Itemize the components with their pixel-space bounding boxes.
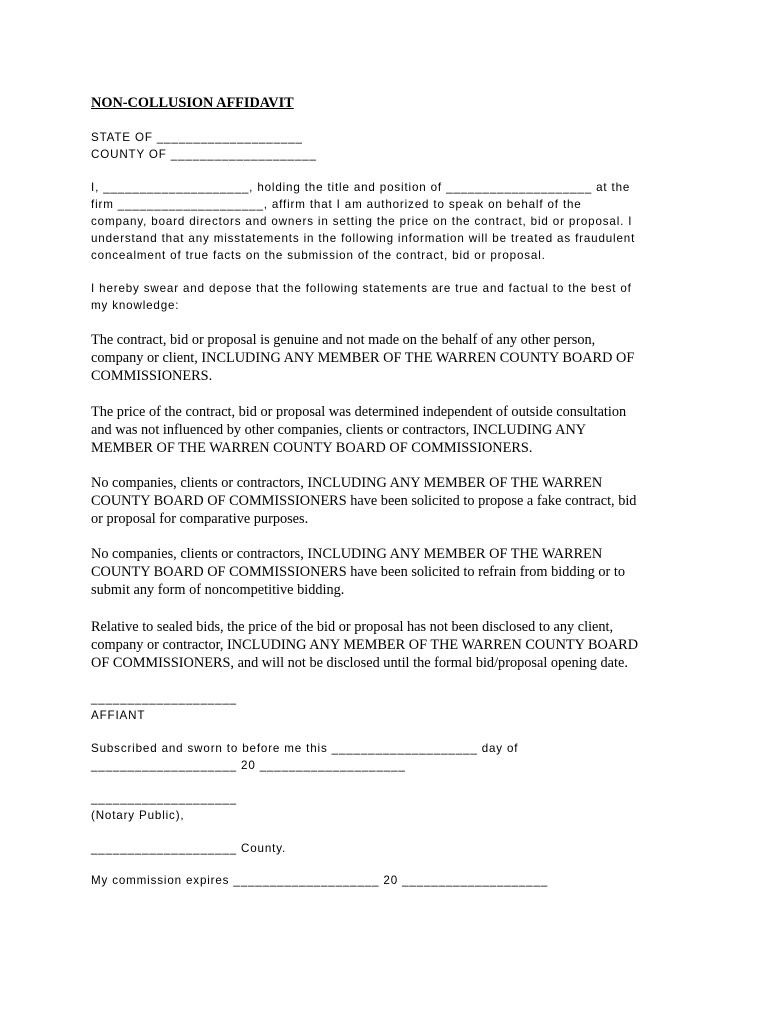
- document-title: NON-COLLUSION AFFIDAVIT: [91, 95, 294, 111]
- notary-block: [91, 791, 237, 825]
- state-county-block: [91, 130, 317, 164]
- county-line: ____________________ County.: [91, 842, 287, 855]
- statement-2: [91, 403, 626, 457]
- statement-line: or proposal for comparative purposes.: [91, 511, 309, 527]
- statement-line: No companies, clients or contractors, INCLUDING ANY MEMBER OF THE WARREN: [91, 546, 603, 562]
- affiant-label: AFFIANT: [91, 708, 146, 722]
- statement-1: [91, 331, 634, 385]
- intro-line: understand that any misstatements in the following information will be treated as fraudulent: [91, 231, 636, 245]
- subscribed-line: Subscribed and sworn to before me this ____________________ day of: [91, 742, 519, 755]
- subscribed-line: ____________________ 20 ____________________: [91, 758, 406, 772]
- statement-line: and was not influenced by other companies, clients or contractors, INCLUDING ANY: [91, 422, 587, 438]
- statement-line: company or client, INCLUDING ANY MEMBER OF THE WARREN COUNTY BOARD OF: [91, 350, 635, 366]
- statement-line: Relative to sealed bids, the price of the bid or proposal has not been disclosed to any client,: [91, 619, 614, 635]
- statement-line: COUNTY BOARD OF COMMISSIONERS have been solicited to propose a fake contract, bid: [91, 493, 637, 509]
- statement-line: COMMISSIONERS.: [91, 368, 213, 384]
- statement-3: [91, 474, 636, 528]
- statement-line: OF COMMISSIONERS, and will not be disclosed until the formal bid/proposal opening date.: [91, 655, 628, 671]
- statement-5: [91, 618, 638, 672]
- statement-line: company or contractor, INCLUDING ANY MEMBER OF THE WARREN COUNTY BOARD: [91, 637, 639, 653]
- intro-paragraph: [91, 180, 635, 265]
- swear-line: I hereby swear and depose that the following statements are true and factual to the best of: [91, 282, 632, 295]
- intro-line: concealment of true facts on the submission of the contract, bid or proposal.: [91, 248, 546, 262]
- state-line: STATE OF ____________________: [91, 131, 303, 144]
- intro-line: company, board directors and owners in setting the price on the contract, bid or proposal. I: [91, 214, 633, 228]
- affiant-block: [91, 691, 237, 725]
- commission-expires-line: My commission expires ____________________ 20 ____________________: [91, 874, 549, 887]
- statement-line: The contract, bid or proposal is genuine and not made on the behalf of any other person,: [91, 332, 596, 348]
- subscribed-block: [91, 741, 518, 775]
- statement-line: MEMBER OF THE WARREN COUNTY BOARD OF COMMISSIONERS.: [91, 440, 533, 456]
- county-of-line: COUNTY OF ____________________: [91, 147, 317, 161]
- affiant-signature-line: ____________________: [91, 692, 237, 705]
- statement-4: [91, 545, 625, 599]
- statement-line: No companies, clients or contractors, INCLUDING ANY MEMBER OF THE WARREN: [91, 475, 603, 491]
- statement-line: The price of the contract, bid or proposal was determined independent of outside consultation: [91, 404, 627, 420]
- notary-signature-line: ____________________: [91, 792, 237, 805]
- notary-label: (Notary Public),: [91, 808, 185, 822]
- intro-line: firm ____________________, affirm that I am authorized to speak on behalf of the: [91, 197, 582, 211]
- intro-line: I, ____________________, holding the title and position of ____________________ at the: [91, 181, 631, 194]
- swear-line: my knowledge:: [91, 298, 180, 312]
- statement-line: COUNTY BOARD OF COMMISSIONERS have been solicited to refrain from bidding or to: [91, 564, 625, 580]
- statement-line: submit any form of noncompetitive bidding.: [91, 582, 345, 598]
- swear-paragraph: [91, 281, 632, 315]
